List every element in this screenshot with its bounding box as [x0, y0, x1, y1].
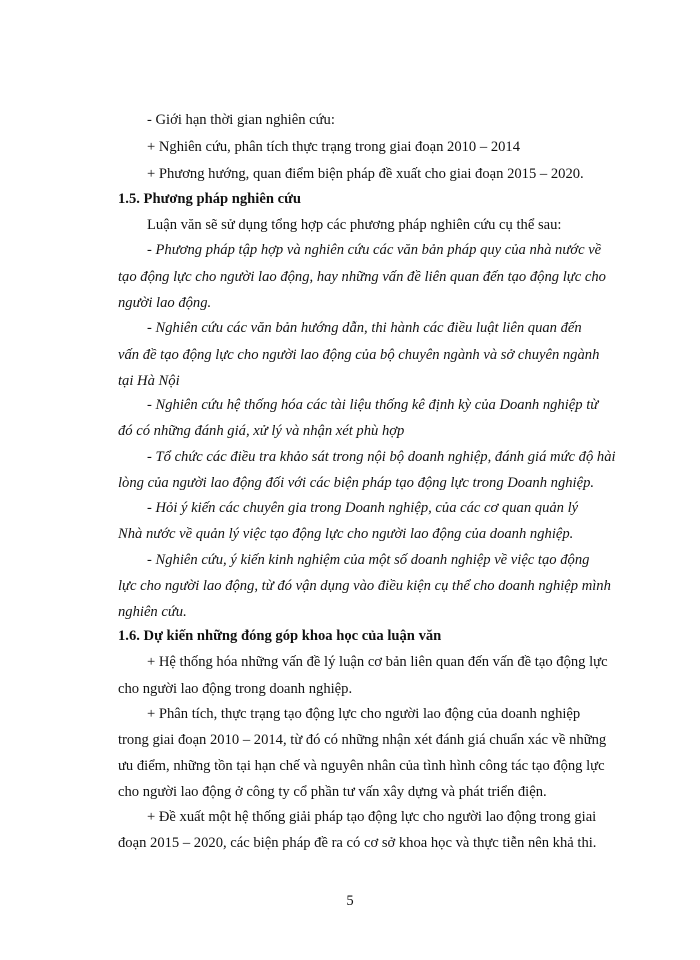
scope-item-2: + Phương hướng, quan điểm biện pháp đề xuất cho giai đoạn 2015 – 2020.	[147, 166, 584, 182]
contribution-2-line-3: ưu điểm, những tồn tại hạn chế và nguyên nhân của tình hình công tác tạo động lực	[118, 758, 605, 774]
method-1-line-1: - Phương pháp tập hợp và nghiên cứu các văn bản pháp quy của nhà nước về	[147, 242, 602, 258]
contribution-3-line-2: đoạn 2015 – 2020, các biện pháp đề ra có cơ sở khoa học và thực tiễn nên khả thi.	[118, 835, 597, 851]
method-2-line-3: tại Hà Nội	[118, 373, 180, 389]
section-1-6-title: 1.6. Dự kiến những đóng góp khoa học của luận văn	[118, 628, 442, 644]
method-4-line-2: lòng của người lao động đối với các biện pháp tạo động lực trong Doanh nghiệp.	[118, 475, 595, 491]
contribution-1-line-1: + Hệ thống hóa những vấn đề lý luận cơ bản liên quan đến vấn đề tạo động lực	[147, 654, 608, 670]
method-1-line-3: người lao động.	[118, 295, 212, 311]
method-4-line-1: - Tổ chức các điều tra khảo sát trong nội bộ doanh nghiệp, đánh giá mức độ hài	[147, 449, 616, 465]
method-2-line-2: vấn đề tạo động lực cho người lao động của bộ chuyên ngành và sở chuyên ngành	[118, 347, 600, 363]
method-5-line-2: Nhà nước về quản lý việc tạo động lực cho người lao động của doanh nghiệp.	[118, 526, 574, 542]
contribution-2-line-4: cho người lao động ở công ty cổ phần tư vấn xây dựng và phát triển điện.	[118, 784, 547, 800]
section-1-5-title: 1.5. Phương pháp nghiên cứu	[118, 191, 301, 207]
method-2-line-1: - Nghiên cứu các văn bản hướng dẫn, thi hành các điều luật liên quan đến	[147, 320, 582, 336]
method-3-line-1: - Nghiên cứu hệ thống hóa các tài liệu thống kê định kỳ của Doanh nghiệp từ	[147, 397, 599, 413]
contribution-2-line-1: + Phân tích, thực trạng tạo động lực cho người lao động của doanh nghiệp	[147, 706, 581, 722]
contribution-3-line-1: + Đề xuất một hệ thống giải pháp tạo động lực cho người lao động trong giai	[147, 809, 597, 825]
scope-item-1: + Nghiên cứu, phân tích thực trạng trong giai đoạn 2010 – 2014	[147, 139, 521, 155]
method-6-line-1: - Nghiên cứu, ý kiến kinh nghiệm của một số doanh nghiệp về việc tạo động	[147, 552, 590, 568]
contribution-2-line-2: trong giai đoạn 2010 – 2014, từ đó có những nhận xét đánh giá chuẩn xác về những	[118, 732, 607, 748]
time-limit-line: - Giới hạn thời gian nghiên cứu:	[147, 112, 335, 128]
method-5-line-1: - Hỏi ý kiến các chuyên gia trong Doanh nghiệp, của các cơ quan quản lý	[147, 500, 579, 516]
contribution-1-line-2: cho người lao động trong doanh nghiệp.	[118, 681, 353, 697]
method-1-line-2: tạo động lực cho người lao động, hay những vấn đề liên quan đến tạo động lực cho	[118, 269, 606, 285]
section-1-5-intro: Luận văn sẽ sử dụng tổng hợp các phương pháp nghiên cứu cụ thể sau:	[147, 217, 562, 233]
method-6-line-2: lực cho người lao động, từ đó vận dụng vào điều kiện cụ thể cho doanh nghiệp mình	[118, 578, 611, 594]
page-number: 5	[346, 893, 354, 909]
method-3-line-2: đó có những đánh giá, xử lý và nhận xét phù hợp	[118, 423, 405, 439]
method-6-line-3: nghiên cứu.	[118, 604, 187, 620]
